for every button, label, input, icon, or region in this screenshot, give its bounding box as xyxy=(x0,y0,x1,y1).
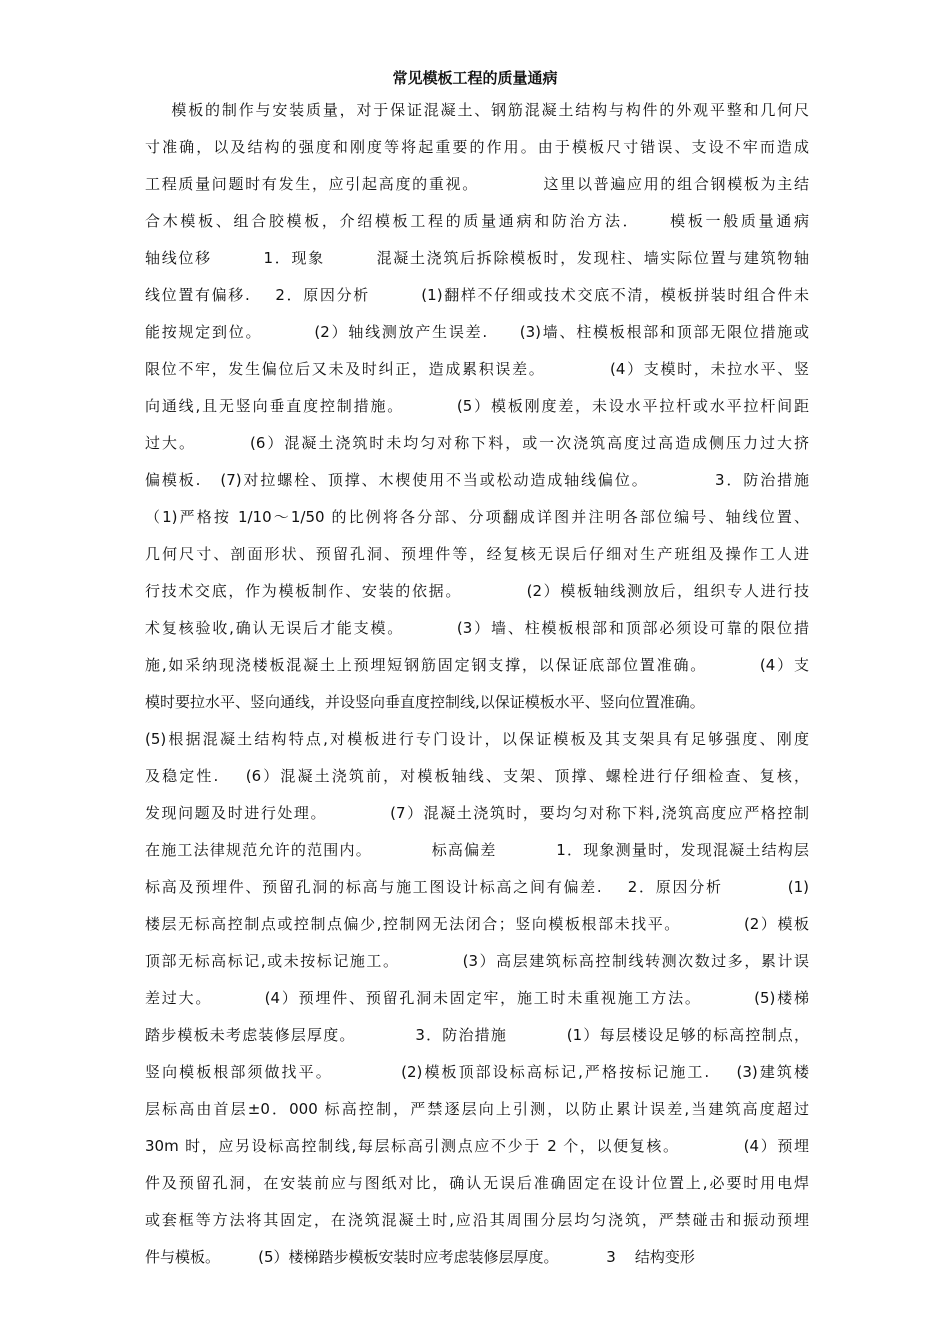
body-line: 轴线位移 1．现象 混凝土浇筑后拆除模板时，发现柱、墙实际位置与建筑物轴 xyxy=(145,249,809,267)
body-line: 限位不牢，发生偏位后又未及时纠正，造成累积误差。 (4）支模时，未拉水平、竖 xyxy=(145,360,809,378)
body-line: 模时要拉水平、竖向通线，并设竖向垂直度控制线,以保证模板水平、竖向位置准确。 xyxy=(145,693,705,711)
body-line: 标高及预埋件、预留孔洞的标高与施工图设计标高之间有偏差. 2．原因分析 (1) xyxy=(145,878,809,896)
body-line: 件与模板。 (5）楼梯踏步模板安装时应考虑装修层厚度。 3 结构变形 xyxy=(145,1248,695,1266)
body-line: 及稳定性. (6）混凝土浇筑前，对模板轴线、支架、顶撑、螺栓进行仔细检查、复核， xyxy=(145,767,809,785)
body-line: 在施工法律规范允许的范围内。 标高偏差 1．现象测量时，发现混凝土结构层 xyxy=(145,841,809,859)
body-line: 层标高由首层±0．000 标高控制，严禁逐层向上引测，以防止累计误差,当建筑高度超过 xyxy=(145,1100,809,1118)
body-line: 楼层无标高控制点或控制点偏少,控制网无法闭合；竖向模板根部未找平。 (2）模板 xyxy=(145,915,809,933)
body-line: 寸准确，以及结构的强度和刚度等将起重要的作用。由于模板尺寸错误、支设不牢而造成 xyxy=(145,138,809,156)
body-line: 或套框等方法将其固定，在浇筑混凝土时,应沿其周围分层均匀浇筑，严禁碰击和振动预埋 xyxy=(145,1211,809,1229)
body-line: 踏步模板未考虑装修层厚度。 3．防治措施 (1）每层楼设足够的标高控制点， xyxy=(145,1026,809,1044)
body-line: 偏模板. (7)对拉螺栓、顶撑、木楔使用不当或松动造成轴线偏位。 3．防治措施 xyxy=(145,471,809,489)
body-line: 能按规定到位。 (2）轴线测放产生误差. (3)墙、柱模板根部和顶部无限位措施或 xyxy=(145,323,809,341)
body-line: 术复核验收,确认无误后才能支模。 (3）墙、柱模板根部和顶部必须设可靠的限位措 xyxy=(145,619,809,637)
body-line: 行技术交底，作为模板制作、安装的依据。 (2）模板轴线测放后，组织专人进行技 xyxy=(145,582,809,600)
body-line: 差过大。 (4）预埋件、预留孔洞未固定牢，施工时未重视施工方法。 (5)楼梯 xyxy=(145,989,809,1007)
body-line: 线位置有偏移. 2．原因分析 (1)翻样不仔细或技术交底不清，模板拼装时组合件未 xyxy=(145,286,809,304)
body-line: 件及预留孔洞，在安装前应与图纸对比，确认无误后准确固定在设计位置上,必要时用电焊 xyxy=(145,1174,809,1192)
body-line: 合木模板、组合胶模板，介绍模板工程的质量通病和防治方法． 模板一般质量通病 xyxy=(145,212,809,230)
body-line: 向通线,且无竖向垂直度控制措施。 (5）模板刚度差，未设水平拉杆或水平拉杆间距 xyxy=(145,397,809,415)
body-line: 工程质量问题时有发生，应引起高度的重视。 这里以普遍应用的组合钢模板为主结 xyxy=(145,175,809,193)
body-line: 发现问题及时进行处理。 (7）混凝土浇筑时，要均匀对称下料,浇筑高度应严格控制 xyxy=(145,804,809,822)
document-title: 常见模板工程的质量通病 xyxy=(392,69,558,87)
body-line: 顶部无标高标记,或未按标记施工。 (3）高层建筑标高控制线转测次数过多，累计误 xyxy=(145,952,809,970)
body-line: 30m 时，应另设标高控制线,每层标高引测点应不少于 2 个，以便复核。 (4）预埋 xyxy=(145,1137,809,1155)
body-line: 模板的制作与安装质量，对于保证混凝土、钢筋混凝土结构与构件的外观平整和几何尺 xyxy=(145,101,809,119)
body-line: （1)严格按 1/10～1/50 的比例将各分部、分项翻成详图并注明各部位编号、轴线位置、 xyxy=(145,508,809,526)
body-line: 施,如采纳现浇楼板混凝土上预埋短钢筋固定钢支撑，以保证底部位置准确。 (4）支 xyxy=(145,656,809,674)
body-line: 几何尺寸、剖面形状、预留孔洞、预埋件等，经复核无误后仔细对生产班组及操作工人进 xyxy=(145,545,809,563)
body-line: 过大。 (6）混凝土浇筑时未均匀对称下料，或一次浇筑高度过高造成侧压力过大挤 xyxy=(145,434,809,452)
body-line: 竖向模板根部须做找平。 (2)模板顶部设标高标记,严格按标记施工. (3)建筑楼 xyxy=(145,1063,809,1081)
body-line: (5)根据混凝土结构特点,对模板进行专门设计，以保证模板及其支架具有足够强度、刚度 xyxy=(145,730,809,748)
